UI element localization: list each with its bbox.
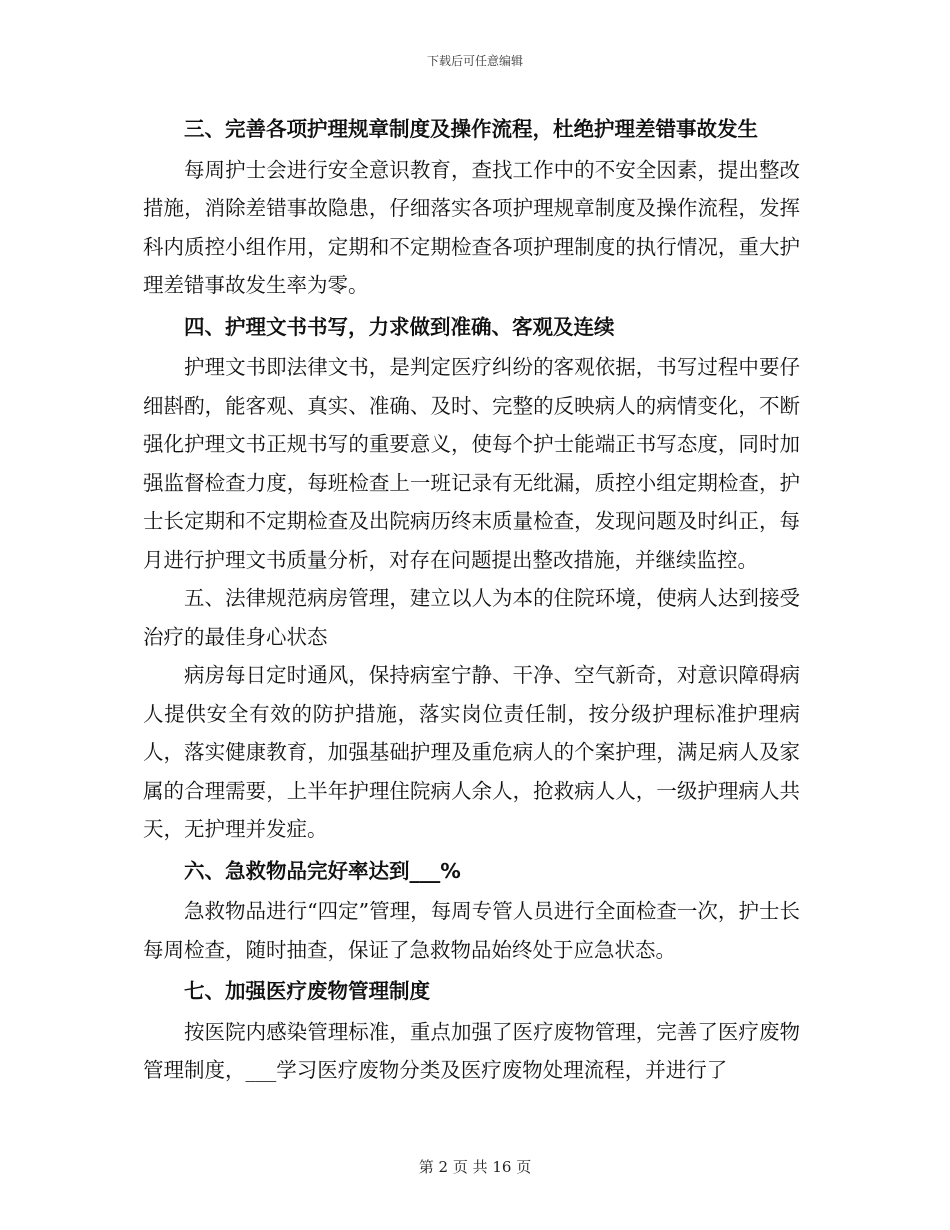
- paragraph-documents: 护理文书即法律文书，是判定医疗纠纷的客观依据，书写过程中要仔细斟酌，能客观、真实、准确、及时、完整的反映病人的病情变化，不断强化护理文书正规书写的重要意义，使每个护士能端正书写态度，同时加强监督检查力度，每班检查上一班记录有无纰漏，质控小组定期检查，护士长定期和不定期检查及出院病历终末质量检查，发现问题及时纠正，每月进行护理文书质量分析，对存在问题提出整改措施，并继续监控。: [143, 355, 800, 572]
- document-body: [143, 107, 800, 1090]
- section-heading-7: 七、加强医疗废物管理制度: [184, 979, 430, 1003]
- page-header: 下载后可任意编辑: [426, 54, 523, 68]
- paragraph-safety: 每周护士会进行安全意识教育，查找工作中的不安全因素，提出整改措施，消除差错事故隐患，仔细落实各项护理规章制度及操作流程，发挥科内质控小组作用，定期和不定期检查各项护理制度的执行情况，重大护理差错事故发生率为零。: [143, 157, 800, 297]
- section-heading-4: 四、护理文书书写，力求做到准确、客观及连续: [184, 314, 615, 339]
- paragraph-waste: 按医院内感染管理标准，重点加强了医疗废物管理，完善了医疗废物管理制度，___学习医疗废物分类及医疗废物处理流程，并进行了: [143, 1019, 800, 1082]
- paragraph-ward: 病房每日定时通风，保持病室宁静、干净、空气新奇，对意识障碍病人提供安全有效的防护措施，落实岗位责任制，按分级护理标准护理病人，落实健康教育，加强基础护理及重危病人的个案护理，满足病人及家属的合理需要，上半年护理住院病人余人，抢救病人人，一级护理病人共天，无护理并发症。: [143, 663, 800, 841]
- section-heading-6: 六、急救物品完好率达到___%: [184, 858, 461, 883]
- page-number: 第 2 页 共 16 页: [418, 1158, 532, 1176]
- paragraph-ward-title: 五、法律规范病房管理，建立以人为本的住院环境，使病人达到接受治疗的最佳身心状态: [143, 586, 800, 649]
- section-heading-3: 三、完善各项护理规章制度及操作流程，杜绝护理差错事故发生: [184, 117, 758, 141]
- paragraph-emergency: 急救物品进行“四定”管理，每周专管人员进行全面检查一次，护士长每周检查，随时抽查，保证了急救物品始终处于应急状态。: [143, 899, 800, 962]
